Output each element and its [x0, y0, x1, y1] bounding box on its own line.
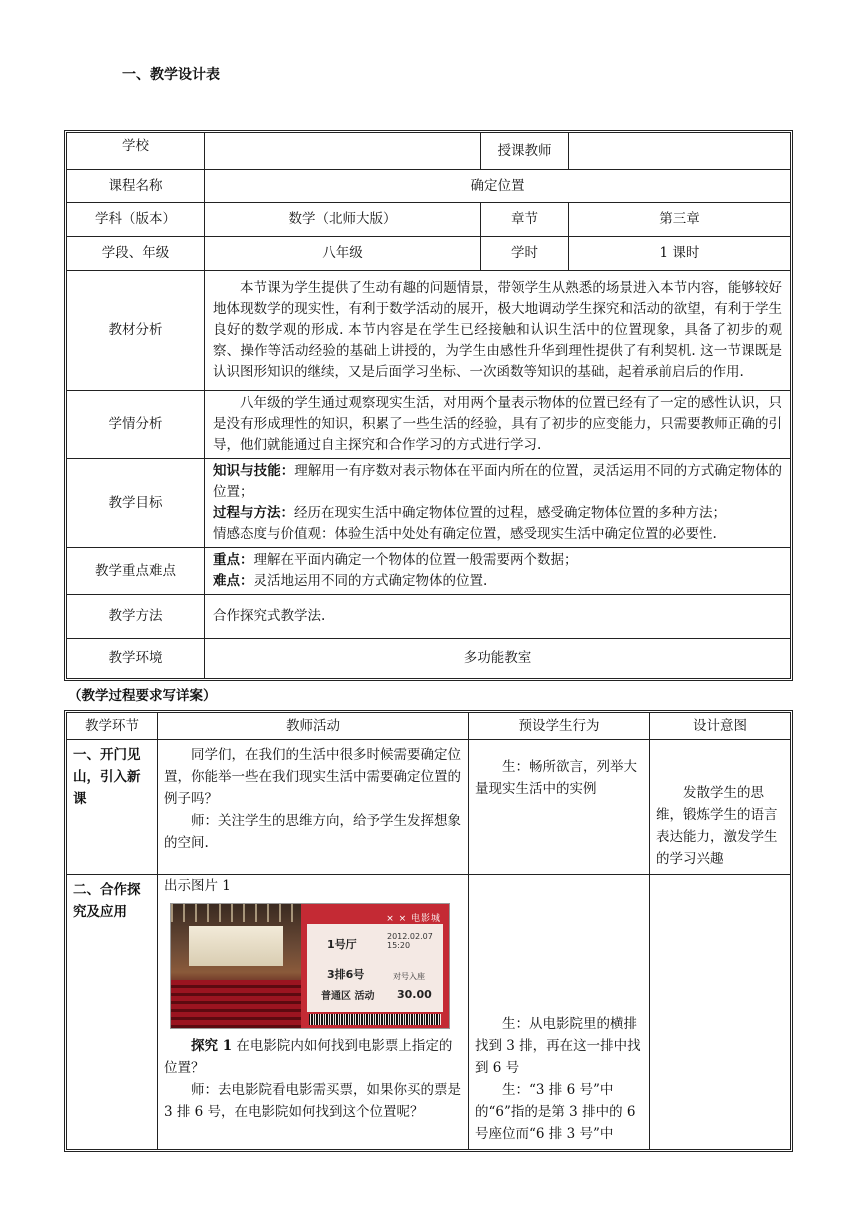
- ticket-hall: 1号厅: [327, 938, 357, 951]
- goal2-key: 过程与方法：: [213, 505, 294, 521]
- ticket-barcode: [309, 1014, 441, 1025]
- hours-value: 1 课时: [569, 237, 791, 271]
- chapter-label: 章节: [481, 203, 569, 237]
- course-value: 确定位置: [205, 170, 791, 203]
- table-row: [67, 875, 791, 1150]
- ticket-seat: 3排6号: [327, 968, 365, 981]
- process-note: （教学过程要求写详案）: [68, 688, 217, 704]
- teacher-label: 授课教师: [481, 133, 569, 170]
- row1-student-cell: [469, 740, 650, 875]
- material-text: 本节课为学生提供了生动有趣的问题情景，带领学生从熟悉的场景进入本节内容，能够较好地体现数学的现实性，有利于数学活动的展开，极大地调动学生探究和活动的欲望，有利于学生良好的数学观的形成. 本节内容是在学生已经接触和认识生活中的位置现象，具备了初步的观察、操作等活动经验的基础上讲授的，为学生由感性升华到理性提供了有利契机. 这一节课既是认识图形知识的继续，又是后面学习坐标、一次函数等知识的基础，起着承前启后的作用.: [213, 280, 782, 380]
- process-table: [66, 712, 791, 1150]
- grade-value: 八年级: [205, 237, 481, 271]
- grade-label: 学段、年级: [67, 237, 205, 271]
- section-heading: 一、教学设计表: [122, 67, 220, 83]
- focus-row: [213, 550, 782, 571]
- goal2-text: 经历在现实生活中确定物体位置的过程，感受确定物体位置的多种方法；: [294, 505, 726, 521]
- subject-label: 学科（版本）: [67, 203, 205, 237]
- cinema-seats: [171, 980, 301, 1028]
- ticket-note: 对号入座: [393, 972, 425, 981]
- row1-student: 生：畅所欲言，列举大量现实生活中的实例: [475, 759, 637, 797]
- cinema-screen: [189, 926, 283, 966]
- row2-stage: 二、合作探究及应用: [67, 875, 158, 1150]
- explore-key: 探究 1: [191, 1038, 233, 1054]
- difficulty-text: 灵活地运用不同的方式确定物体的位置.: [253, 573, 488, 589]
- ticket-zone: 普通区 活动: [321, 991, 375, 1002]
- students-text: 八年级的学生通过观察现实生活，对用两个量表示物体的位置已经有了一定的感性认识，只是没有形成理性的知识，积累了一些生活的经验，具有了初步的应变能力，只需要教师正确的引导，他们就能通过自主探究和合作学习的方式进行学习.: [213, 395, 782, 453]
- focus-cell: [205, 548, 791, 595]
- design-table: [66, 132, 791, 679]
- row2-intent: [650, 875, 791, 1150]
- row2-teacher-p3: 3 排 6 号，在电影院如何找到这个位置呢？: [164, 1104, 424, 1120]
- method-label: 教学方法: [67, 595, 205, 639]
- row1-teacher: [158, 740, 469, 875]
- method-value: 合作探究式教学法.: [205, 595, 791, 639]
- difficulty-key: 难点：: [213, 573, 254, 589]
- goal-process: [213, 503, 782, 524]
- row1-stage: 一、开门见山，引入新课: [67, 740, 158, 875]
- chapter-value: 第三章: [569, 203, 791, 237]
- header-intent: 设计意图: [650, 713, 791, 740]
- school-label: 学校: [67, 133, 205, 170]
- ticket-date: 2012.02.07 15:20: [387, 932, 433, 950]
- students-label: 学情分析: [67, 391, 205, 459]
- row1-teacher-p2: 师：关注学生的思维方向，给予学生发挥想象的空间.: [164, 813, 461, 851]
- subject-value: 数学（北师大版）: [205, 203, 481, 237]
- teacher-value: [569, 133, 791, 170]
- row2-student-p1: 生：从电影院里的横排找到 3 排，再在这一排中找到 6 号: [475, 1016, 641, 1076]
- movie-ticket: [301, 904, 449, 1028]
- header-stage: 教学环节: [67, 713, 158, 740]
- ceiling-lights: [171, 904, 301, 922]
- header-student: 预设学生行为: [469, 713, 650, 740]
- row1-teacher-p1: 同学们，在我们的生活中很多时候需要确定位置，你能举一些在我们现实生活中需要确定位置的例子吗？: [164, 747, 461, 807]
- goals-label: 教学目标: [67, 459, 205, 548]
- course-label: 课程名称: [67, 170, 205, 203]
- row2-teacher-p2: 师：去电影院看电影需买票，如果你买的票是: [191, 1082, 461, 1098]
- row2-explore: [164, 1035, 462, 1079]
- material-label: 教材分析: [67, 271, 205, 391]
- focus-text: 理解在平面内确定一个物体的位置一般需要两个数据；: [253, 552, 578, 568]
- row1-intent-cell: [650, 740, 791, 875]
- goal1-text: 理解用一有序数对表示物体在平面内所在的位置，灵活运用不同的方式确定物体的位置；: [213, 463, 783, 500]
- ticket-price: 30.00: [397, 988, 432, 1001]
- goals-cell: [205, 459, 791, 548]
- row1-intent: 发散学生的思维，锻炼学生的语言表达能力，激发学生的学习兴趣: [656, 785, 778, 867]
- show-picture-label: 出示图片 1: [164, 878, 231, 894]
- header-teacher: 教师活动: [158, 713, 469, 740]
- env-value: 多功能教室: [205, 639, 791, 679]
- goal3-text: 情感态度与价值观：体验生活中处处有确定位置，感受现实生活中确定位置的必要性.: [213, 526, 717, 542]
- ticket-panel: [307, 924, 443, 1012]
- focus-label: 教学重点难点: [67, 548, 205, 595]
- goal-knowledge: [213, 461, 782, 503]
- row2-student-cell: [469, 875, 650, 1150]
- cinema-hall-photo: [171, 904, 301, 1028]
- row2-teacher: [158, 875, 469, 1150]
- explore-text: 在电影院内如何找到电影票上指定的位置？: [164, 1038, 453, 1076]
- env-label: 教学环境: [67, 639, 205, 679]
- hours-label: 学时: [481, 237, 569, 271]
- material-cell: [205, 271, 791, 391]
- school-value: [205, 133, 481, 170]
- students-cell: [205, 391, 791, 459]
- goal1-key: 知识与技能：: [213, 463, 295, 479]
- table-row: [67, 740, 791, 875]
- difficulty-row: [213, 571, 782, 592]
- row2-student-p2: 生：“3 排 6 号”中的“6”指的是第 3 排中的 6 号座位而“6 排 3 号”中: [475, 1082, 636, 1142]
- ticket-brand: × × 电影城: [386, 914, 441, 924]
- cinema-ticket-image: [170, 903, 450, 1029]
- focus-key: 重点：: [213, 552, 254, 568]
